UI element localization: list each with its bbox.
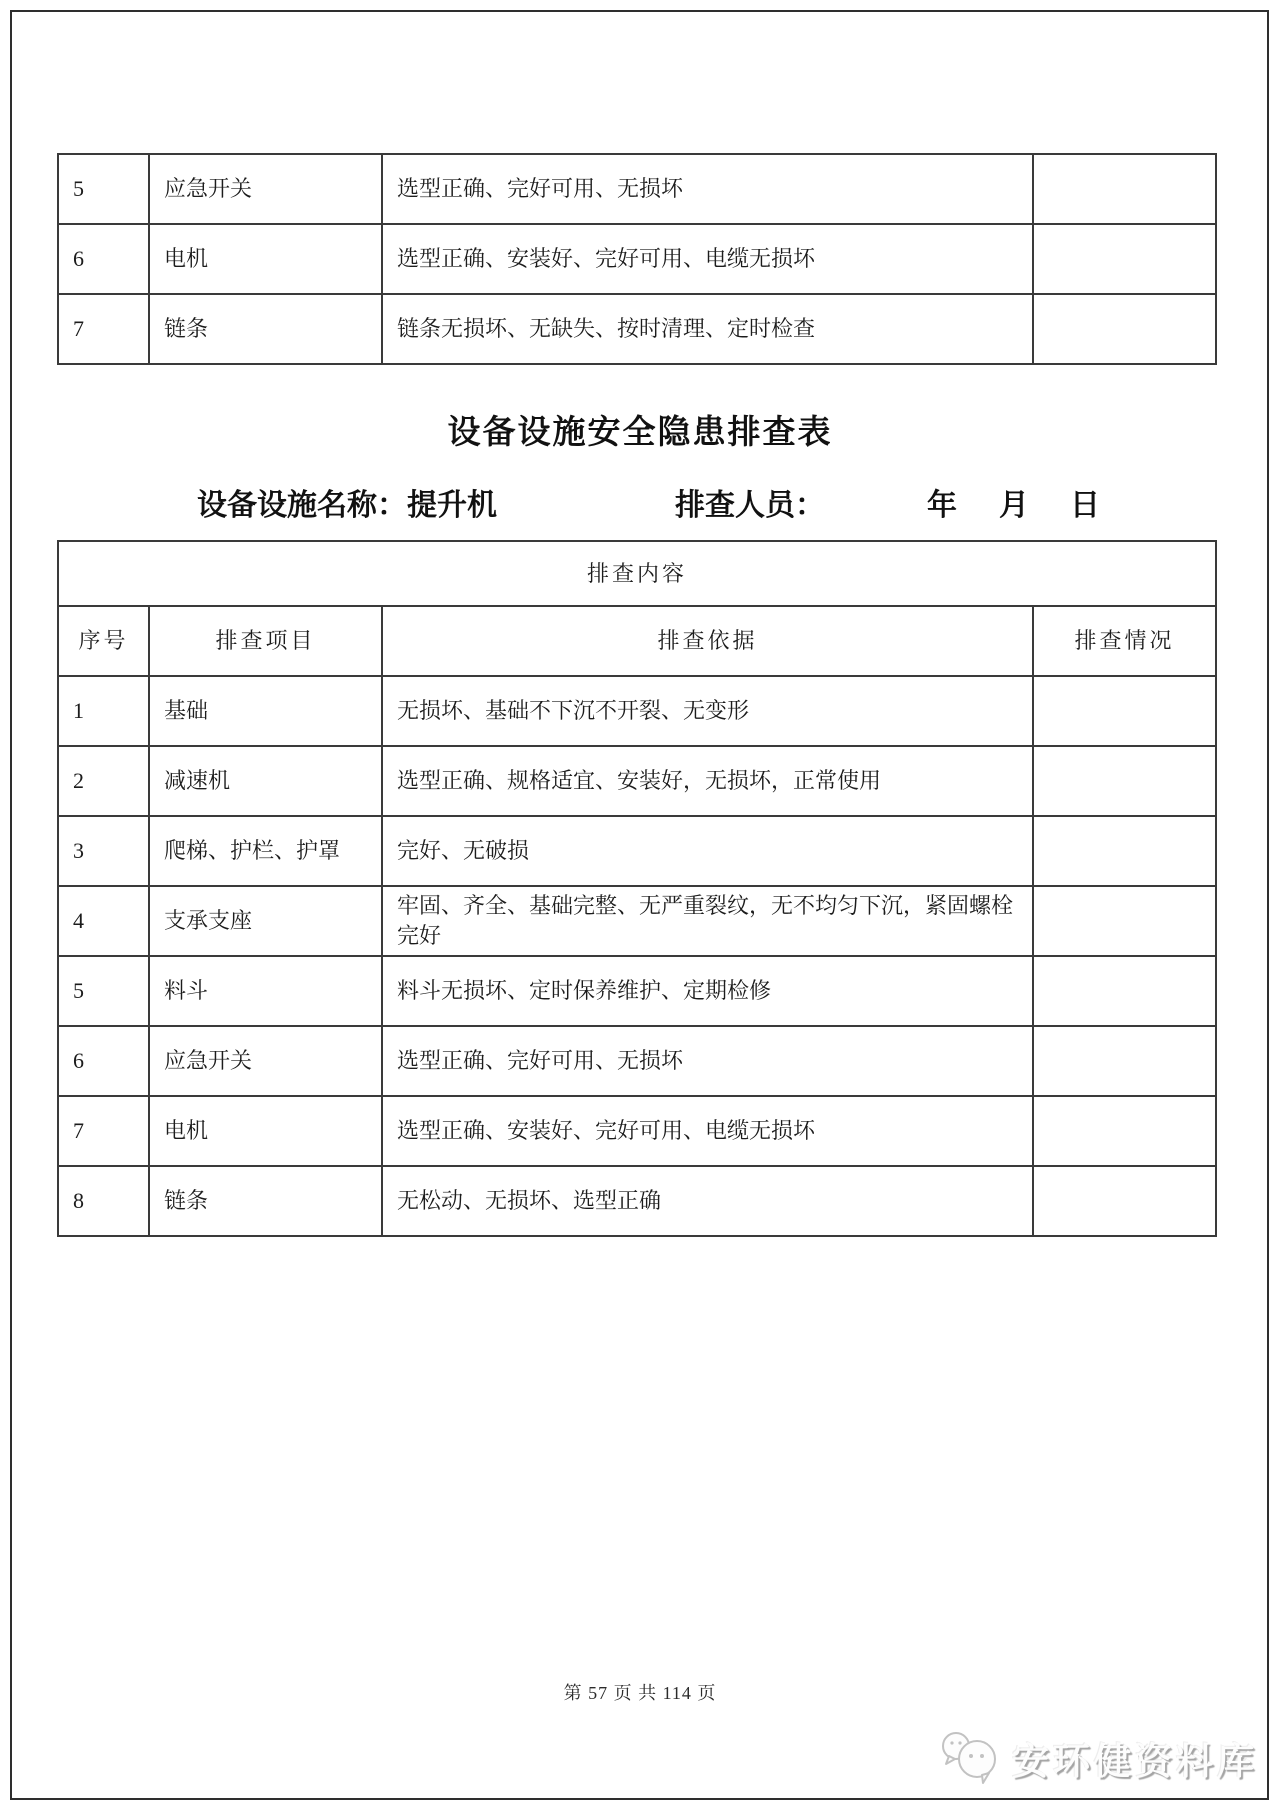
row-basis-cell: 无松动、无损坏、选型正确 [382,1166,1033,1236]
row-basis-cell: 选型正确、安装好、完好可用、电缆无损坏 [382,1096,1033,1166]
main-inspection-table [57,540,1217,1237]
column-header-no: 序号 [58,606,149,676]
row-status-cell [1033,816,1216,886]
row-number-cell: 6 [58,1026,149,1096]
row-status-cell [1033,676,1216,746]
top-continuation-table [57,153,1217,365]
row-number-cell: 4 [58,886,149,956]
table-row [58,224,1216,294]
row-item-cell: 应急开关 [149,1026,382,1096]
table-row [58,294,1216,364]
row-basis-cell: 选型正确、完好可用、无损坏 [382,154,1033,224]
section-header-row [58,541,1216,606]
row-item-cell: 电机 [149,224,382,294]
table-row [58,1026,1216,1096]
row-item-cell: 爬梯、护栏、护罩 [149,816,382,886]
row-basis-cell: 选型正确、安装好、完好可用、电缆无损坏 [382,224,1033,294]
row-number-cell: 7 [58,294,149,364]
row-basis-cell: 无损坏、基础不下沉不开裂、无变形 [382,676,1033,746]
subtitle-line [0,480,1280,522]
row-status-cell [1033,1096,1216,1166]
row-status-cell [1033,746,1216,816]
table-row [58,1096,1216,1166]
table-row [58,746,1216,816]
row-status-cell [1033,1026,1216,1096]
row-item-cell: 支承支座 [149,886,382,956]
watermark-text: 安环健资料库 [1012,1742,1258,1783]
row-number-cell: 3 [58,816,149,886]
row-basis-cell: 料斗无损坏、定时保养维护、定期检修 [382,956,1033,1026]
section-header: 排查内容 [58,541,1216,606]
row-status-cell [1033,956,1216,1026]
inspector-label: 排查人员： [675,489,825,522]
column-header-row [58,606,1216,676]
row-basis-cell: 选型正确、规格适宜、安装好，无损坏，正常使用 [382,746,1033,816]
row-item-cell: 料斗 [149,956,382,1026]
table-row [58,154,1216,224]
date-day-label: 日 [1070,489,1100,522]
column-header-status: 排查情况 [1033,606,1216,676]
row-number-cell: 5 [58,956,149,1026]
table-row [58,676,1216,746]
row-status-cell [1033,294,1216,364]
row-item-cell: 链条 [149,1166,382,1236]
date-month-label: 月 [999,489,1029,522]
device-name-label: 设备设施名称：提升机 [197,489,497,522]
row-item-cell: 基础 [149,676,382,746]
row-number-cell: 7 [58,1096,149,1166]
column-header-item: 排查项目 [149,606,382,676]
row-basis-cell: 链条无损坏、无缺失、按时清理、定时检查 [382,294,1033,364]
table-row [58,1166,1216,1236]
row-basis-cell: 牢固、齐全、基础完整、无严重裂纹，无不均匀下沉，紧固螺栓完好 [382,886,1033,956]
row-number-cell: 5 [58,154,149,224]
row-status-cell [1033,154,1216,224]
row-item-cell: 电机 [149,1096,382,1166]
column-header-basis: 排查依据 [382,606,1033,676]
table-row [58,956,1216,1026]
row-item-cell: 链条 [149,294,382,364]
wechat-chat-bubbles-icon [938,1729,1004,1787]
table-row [58,886,1216,956]
row-status-cell [1033,224,1216,294]
page-title: 设备设施安全隐患排查表 [447,415,833,451]
watermark [938,1729,1258,1787]
page-number: 第 57 页 共 114 页 [563,1683,717,1703]
row-status-cell [1033,886,1216,956]
row-number-cell: 8 [58,1166,149,1236]
row-number-cell: 2 [58,746,149,816]
row-item-cell: 应急开关 [149,154,382,224]
row-basis-cell: 选型正确、完好可用、无损坏 [382,1026,1033,1096]
row-number-cell: 1 [58,676,149,746]
row-number-cell: 6 [58,224,149,294]
row-item-cell: 减速机 [149,746,382,816]
row-basis-cell: 完好、无破损 [382,816,1033,886]
table-row [58,816,1216,886]
date-year-label: 年 [927,489,957,522]
row-status-cell [1033,1166,1216,1236]
